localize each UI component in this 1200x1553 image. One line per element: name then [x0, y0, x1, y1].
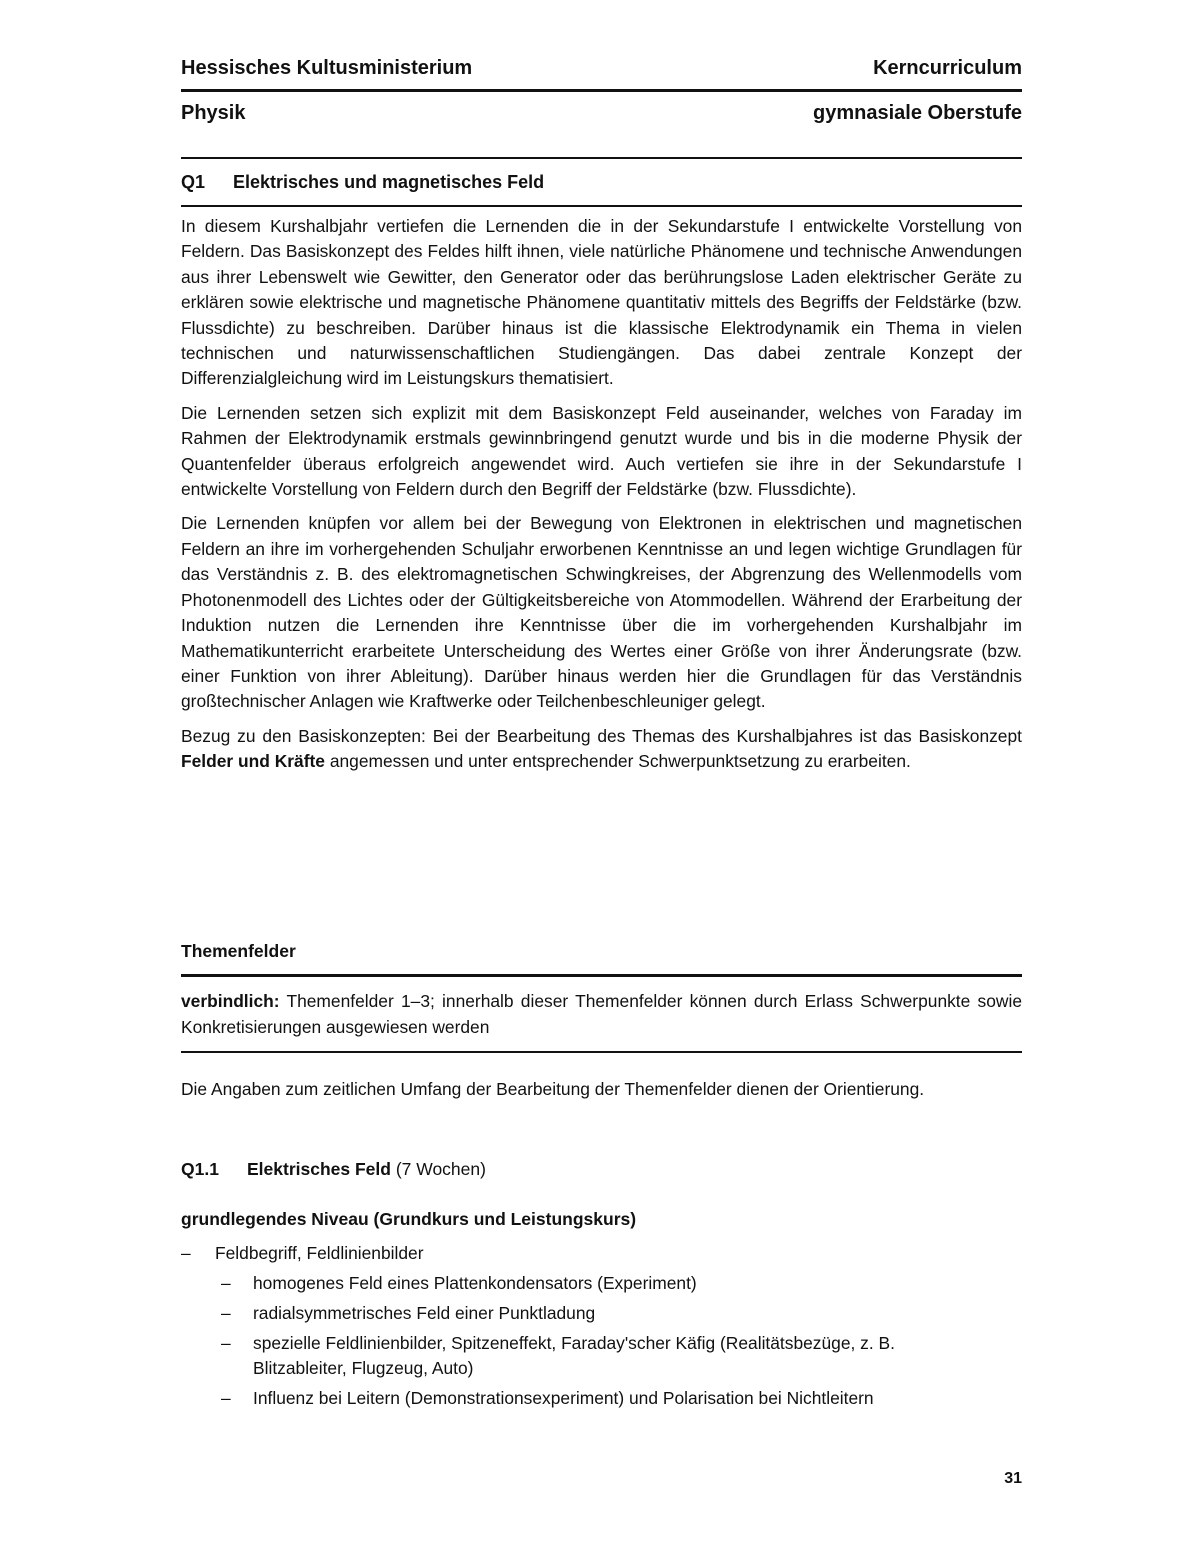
subsection-title: Elektrisches Feld: [247, 1159, 391, 1179]
sub-list-item: [181, 1386, 1022, 1411]
content-list: [181, 1241, 1022, 1416]
dash-bullet: –: [221, 1273, 231, 1293]
subsection-duration: (7 Wochen): [390, 1159, 486, 1179]
subsection-number: Q1.1: [181, 1159, 219, 1179]
paragraph-4-start: Bezug zu den Basiskonzepten: Bei der Bearbeitung des Themas des Kurshalbjahres ist das Basiskonzept: [181, 725, 1022, 746]
page-header-top: [181, 57, 1022, 80]
section-title: Elektrisches und magnetisches Feld: [233, 172, 545, 192]
subsection-heading: [181, 1159, 486, 1180]
themenfelder-divider-top: [181, 974, 1022, 977]
verbindlich-label: verbindlich:: [181, 991, 280, 1011]
sub-list-item-text: Influenz bei Leitern (Demonstrationsexperiment) und Polarisation bei Nichtleitern: [253, 1388, 874, 1408]
dash-bullet: –: [221, 1333, 231, 1353]
page-header-bottom: [181, 102, 1022, 125]
page-number: 31: [1004, 1470, 1022, 1487]
paragraph-4: [181, 724, 1022, 775]
sub-list-item-text: radialsymmetrisches Feld einer Punktladung: [253, 1303, 596, 1323]
document-type: Kerncurriculum: [873, 57, 1022, 79]
section-number: Q1: [181, 172, 206, 192]
section-divider-top: [181, 157, 1022, 159]
sub-list-item-text: spezielle Feldlinienbilder, Spitzeneffekt, Faraday'scher Käfig (Realitätsbezüge, z. B. Blitzableiter, Flugzeug, Auto): [253, 1333, 895, 1378]
sub-list-item-text: homogenes Feld eines Plattenkondensators (Experiment): [253, 1273, 697, 1293]
subject-name: Physik: [181, 102, 246, 124]
verbindlich-note: [181, 988, 1022, 1040]
sub-list-item: [181, 1301, 1022, 1326]
section-divider-bottom: [181, 205, 1022, 207]
school-level: gymnasiale Oberstufe: [813, 102, 1022, 124]
dash-bullet: –: [181, 1243, 191, 1263]
dash-bullet: –: [221, 1303, 231, 1323]
list-item-text: Feldbegriff, Feldlinienbilder: [215, 1243, 424, 1263]
basiskonzept-highlight: Felder und Kräfte: [181, 751, 325, 772]
intro-text: [181, 214, 1022, 784]
orientation-note: Die Angaben zum zeitlichen Umfang der Bearbeitung der Themenfelder dienen der Orientierung.: [181, 1079, 925, 1099]
dash-bullet: –: [221, 1388, 231, 1408]
paragraph-2: Die Lernenden setzen sich explizit mit dem Basiskonzept Feld auseinander, welches von Faraday im Rahmen der Elektrodynamik erstmals gewinnbringend genutzt wurde und bis in die moderne Physik der Quantenfelder überaus erfolgreich angewendet wird. Auch vertiefen sie ihre in der Sekundarstufe I entwickelte Vorstellung von Feldern durch den Begriff der Feldstärke (bzw. Flussdichte).: [181, 402, 1022, 500]
list-item: [181, 1241, 1022, 1266]
header-divider: [181, 89, 1022, 92]
section-heading: [181, 172, 544, 193]
verbindlich-text: Themenfelder 1–3; innerhalb dieser Themenfelder können durch Erlass Schwerpunkte sowie Konkretisierungen ausgewiesen werden: [181, 991, 1022, 1037]
paragraph-1: In diesem Kurshalbjahr vertiefen die Lernenden die in der Sekundarstufe I entwickelte Vorstellung von Feldern. Das Basiskonzept des Feldes hilft ihnen, viele natürliche Phänomene und technische Anwendungen aus ihrer Lebenswelt wie Gewitter, den Generator oder das berührungslose Laden elektrischer Geräte zu erklären sowie elektrische und magnetische Phänomene quantitativ mittels des Begriffs der Feldstärke (bzw. Flussdichte) zu beschreiben. Darüber hinaus ist die klassische Elektrodynamik ein Thema in vielen technischen und naturwissenschaftlichen Studiengängen. Das dabei zentrale Konzept der Differenzialgleichung wird im Leistungskurs thematisiert.: [181, 216, 1022, 389]
paragraph-3: Die Lernenden knüpfen vor allem bei der Bewegung von Elektronen in elektrischen und magnetischen Feldern an ihre im vorhergehenden Schuljahr erworbenen Kenntnisse an und legen wichtige Grundlagen für das Verständnis z. B. des elektromagnetischen Schwingkreises, der Abgrenzung des Wellenmodells vom Photonenmodell des Lichtes oder der Gültigkeitsbereiche von Atommodellen. Während der Erarbeitung der Induktion nutzen die Lernenden ihre Kenntnisse über die im vorhergehenden Kurshalbjahr im Mathematikunterricht erarbeitete Unterscheidung des Wertes einer Größe von ihrer Änderungsrate (bzw. einer Funktion von ihrer Ableitung). Darüber hinaus werden hier die Grundlagen für das Verständnis großtechnischer Anlagen wie Kraftwerke oder Teilchenbeschleuniger gelegt.: [181, 513, 1022, 712]
level-heading: grundlegendes Niveau (Grundkurs und Leistungskurs): [181, 1209, 637, 1229]
themenfelder-divider-bottom: [181, 1051, 1022, 1053]
ministry-name: Hessisches Kultusministerium: [181, 57, 473, 79]
themenfelder-heading: Themenfelder: [181, 941, 296, 961]
sub-list-item: [181, 1331, 1022, 1381]
sub-list-item: [181, 1271, 1022, 1296]
paragraph-4-end: angemessen und unter entsprechender Schwerpunktsetzung zu erarbeiten.: [324, 751, 911, 772]
